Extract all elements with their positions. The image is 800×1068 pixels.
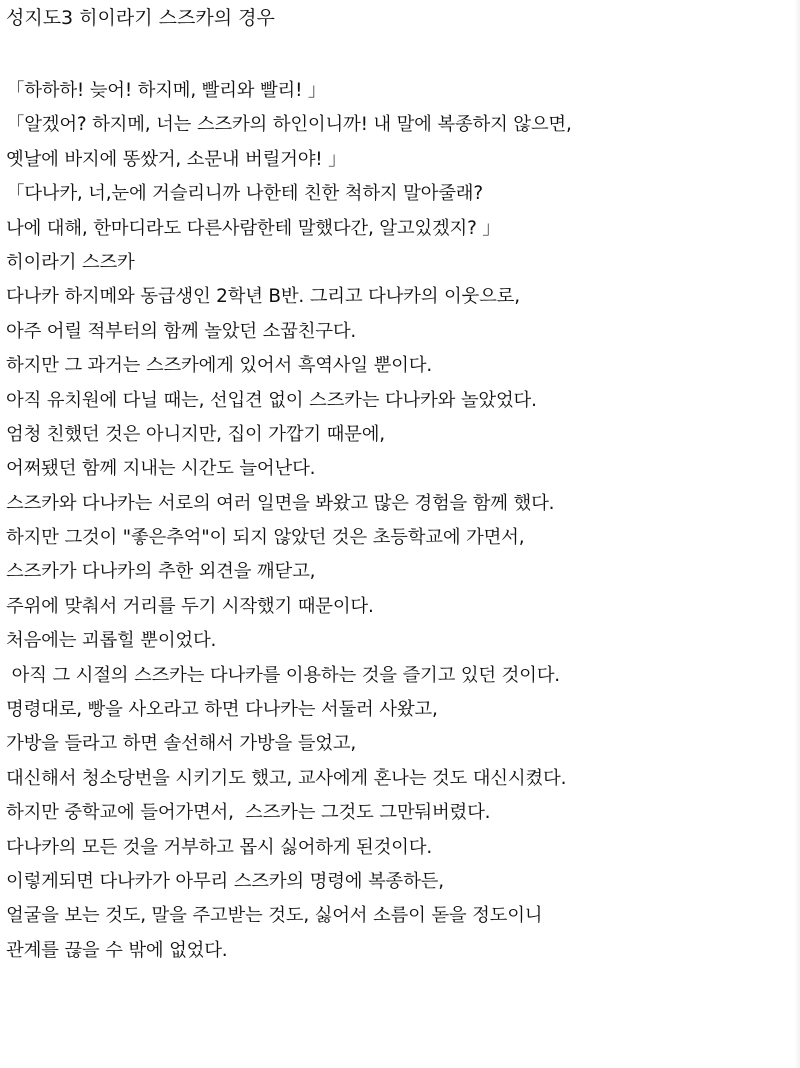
text-line: 아직 그 시절의 스즈카는 다나카를 이용하는 것을 즐기고 있던 것이다. [6,664,560,686]
text-line: 하지만 그 과거는 스즈카에게 있어서 흑역사일 뿐이다. [6,355,432,377]
document-body [6,74,786,968]
text-line: 「알겠어? 하지메, 너는 스즈카의 하인이니까! 내 말에 복종하지 않으면, [6,114,572,136]
text-line: 대신해서 청소당번을 시키기도 했고, 교사에게 혼나는 것도 대신시켰다. [6,767,567,789]
text-line: 아주 어릴 적부터의 함께 놀았던 소꿉친구다. [6,320,357,342]
text-line: 얼굴을 보는 것도, 말을 주고받는 것도, 싫어서 소름이 돋을 정도이니 [6,905,543,927]
text-line: 처음에는 괴롭힐 뿐이었다. [6,630,217,652]
text-line: 하지만 그것이 "좋은추억"이 되지 않았던 것은 초등학교에 가면서, [6,527,525,549]
text-line: 아직 유치원에 다닐 때는, 선입견 없이 스즈카는 다나카와 놀았었다. [6,389,537,411]
text-line: 「하하하! 늦어! 하지메, 빨리와 빨리! 」 [6,80,327,101]
text-line: 나에 대해, 한마디라도 다른사람한테 말했다간, 알고있겠지? 」 [6,217,501,239]
text-line: 스즈카와 다나카는 서로의 여러 일면을 봐왔고 많은 경험을 함께 했다. [6,492,555,514]
text-line: 「다나카, 너,눈에 거슬리니까 나한테 친한 척하지 말아줄래? [6,183,483,205]
text-line: 이렇게되면 다나카가 아무리 스즈카의 명령에 복종하든, [6,870,444,892]
text-line: 명령대로, 빵을 사오라고 하면 다나카는 서둘러 사왔고, [6,699,438,721]
text-line: 가방을 들라고 하면 솔선해서 가방을 들었고, [6,733,357,755]
text-line: 스즈카가 다나카의 추한 외견을 깨닫고, [6,561,316,583]
text-line: 주위에 맞춰서 거리를 두기 시작했기 때문이다. [6,595,374,617]
text-line: 다나카 하지메와 동급생인 2학년 B반. 그리고 다나카의 이웃으로, [6,286,520,308]
section-heading: 히이라기 스즈카 [6,251,135,273]
text-line: 옛날에 바지에 똥쌌거, 소문내 버릴거야! 」 [6,148,347,170]
document-title: 성지도3 히이라기 스즈카의 경우 [6,7,275,29]
text-line: 엄청 친했던 것은 아니지만, 집이 가깝기 때문에, [6,423,385,445]
text-line: 관계를 끊을 수 밖에 없었다. [6,939,228,961]
page-edge-shadow [794,0,800,1068]
text-line: 하지만 중학교에 들어가면서, 스즈카는 그것도 그만둬버렸다. [6,802,491,824]
text-line: 다나카의 모든 것을 거부하고 몹시 싫어하게 된것이다. [6,836,432,858]
text-line: 어쩌됐던 함께 지내는 시간도 늘어난다. [6,458,316,480]
